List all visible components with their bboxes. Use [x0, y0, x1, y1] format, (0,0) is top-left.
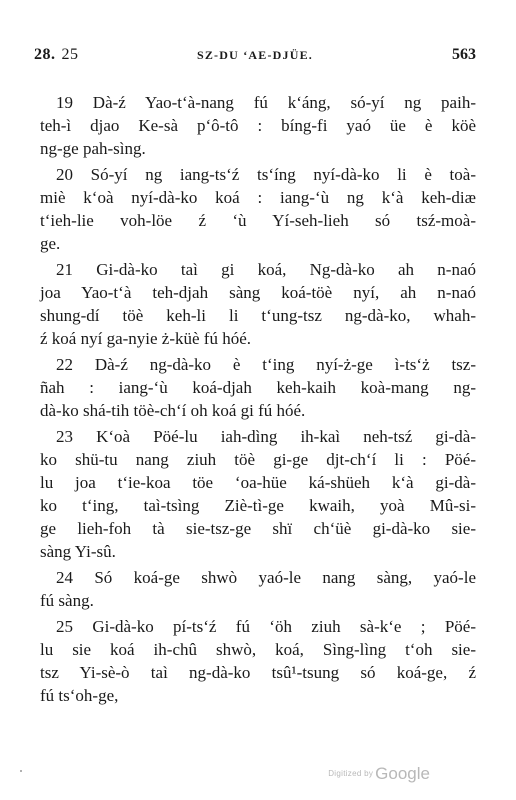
verse-start: 25 — [61, 46, 79, 63]
digitization-watermark — [328, 764, 430, 784]
text-line: fú sàng. — [40, 591, 94, 610]
text-line: ñah : iang-‘ù koá-djah keh-kaih koà-mang ng- — [40, 378, 476, 397]
text-line: teh-ì djao Ke-sà p‘ô-tô : bíng-fi yaó üe è köè — [40, 116, 476, 135]
verse-25 — [40, 615, 476, 707]
text-line: ng-ge pah-sìng. — [40, 139, 146, 158]
scan-speck — [20, 770, 22, 772]
running-title: SZ-DU ‘AE-DJÜE. — [196, 48, 313, 62]
text-line: 20 Só-yí ng iang-ts‘ź ts‘íng nyí-dà-ko li è toà- — [56, 165, 476, 184]
text-line: miè k‘oà nyí-dà-ko koá : iang-‘ù ng k‘à keh-diæ — [40, 188, 476, 207]
text-line: dà-ko shá-tih töè-ch‘í oh koá gi fú hóé. — [40, 401, 306, 420]
body-text — [40, 91, 476, 710]
verse-19 — [40, 91, 476, 160]
google-logo: Google — [375, 764, 430, 783]
text-line: ge lieh-foh tà sie-tsz-ge shï ch‘üè gi-dà-ko sie- — [40, 519, 476, 538]
digitized-by-text: Digitized by — [328, 769, 374, 778]
text-line: 19 Dà-ź Yao-t‘à-nang fú k‘áng, só-yí ng paih- — [56, 93, 476, 112]
text-line: 25 Gi-dà-ko pí-ts‘ź fú ‘öh ziuh sà-k‘e ; Pöé- — [56, 617, 476, 636]
running-header — [34, 46, 476, 72]
verse-22 — [40, 353, 476, 422]
verse-24 — [40, 566, 476, 612]
text-line: 21 Gi-dà-ko taì gi koá, Ng-dà-ko ah n-naó — [56, 260, 476, 279]
verse-21 — [40, 258, 476, 350]
text-line: tsz Yi-sè-ò taì ng-dà-ko tsû¹-tsung só koá-ge, ź — [40, 663, 476, 682]
text-line: ź koá nyí ga-nyie ż-küè fú hóé. — [40, 329, 251, 348]
text-line: ge. — [40, 234, 61, 253]
text-line: lu joa t‘ie-koa töe ‘oa-hüe ká-shüeh k‘à gi-dà- — [40, 473, 476, 492]
text-line: 24 Só koá-ge shwò yaó-le nang sàng, yaó-le — [56, 568, 476, 587]
text-line: fú ts‘oh-ge, — [40, 686, 119, 705]
chapter-number: 28. — [34, 46, 56, 63]
verse-20 — [40, 163, 476, 255]
text-line: 23 K‘oà Pöé-lu iah-dìng ih-kaì neh-tsź gi-dà- — [56, 427, 476, 446]
page-number: 563 — [452, 46, 476, 63]
text-line: lu sie koá ih-chû shwò, koá, Sìng-lìng t‘oh sie- — [40, 640, 476, 659]
text-line: 22 Dà-ź ng-dà-ko è t‘ing nyí-ż-ge ì-ts‘ż tsz- — [56, 355, 476, 374]
text-line: joa Yao-t‘à teh-djah sàng koá-töè nyí, ah n-naó — [40, 283, 476, 302]
text-line: ko t‘ing, taì-tsìng Ziè-tì-ge kwaih, yoà Mû-si- — [40, 496, 476, 515]
text-line: shung-dí töè keh-li li t‘ung-tsz ng-dà-ko, whah- — [40, 306, 476, 325]
verse-23 — [40, 425, 476, 563]
text-line: t‘ieh-lie voh-löe ź ‘ù Yí-seh-lieh só tsź-moà- — [40, 211, 476, 230]
text-line: ko shü-tu nang ziuh töè gi-ge djt-ch‘í li : Pöé- — [40, 450, 476, 469]
text-line: sàng Yi-sû. — [40, 542, 116, 561]
